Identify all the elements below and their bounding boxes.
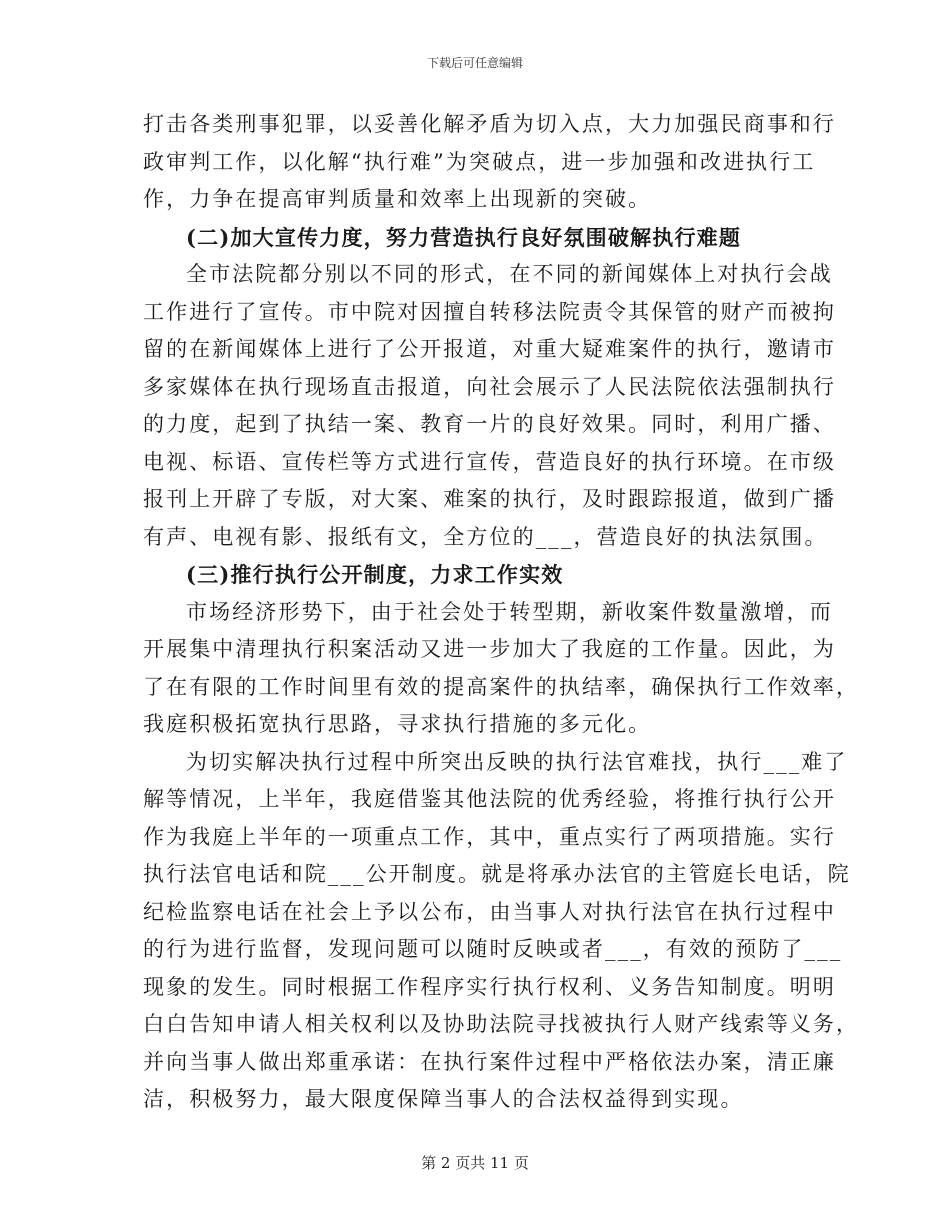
paragraph-line: 报刊上开辟了专版，对大案、难案的执行，及时跟踪报道，做到广播 [143,487,836,511]
paragraph-line: 政审判工作，以化解“执行难”为突破点，进一步加强和改进执行工 [143,149,816,174]
page-footer: 第 2 页共 11 页 [421,1154,529,1172]
paragraph-line: 洁，积极努力，最大限度保障当事人的合法权益得到实现。 [143,1087,744,1111]
paragraph-line: 我庭积极拓宽执行思路，寻求执行措施的多元化。 [143,712,652,736]
paragraph-line: 了在有限的工作时间里有效的提高案件的执结率，确保执行工作效率， [143,674,860,699]
paragraph-line: 现象的发生。同时根据工作程序实行执行权利、义务告知制度。明明 [143,974,836,999]
paragraph-line: 解等情况，上半年，我庭借鉴其他法院的优秀经验，将推行执行公开 [143,787,836,811]
paragraph-line: 市场经济形势下，由于社会处于转型期，新收案件数量激增，而 [186,599,833,624]
paragraph-line: 执行法官电话和院___公开制度。就是将承办法官的主管庭长电话，院 [143,862,851,886]
paragraph-line: 工作进行了宣传。市中院对因擅自转移法院责令其保管的财产而被拘 [143,299,836,324]
paragraph-line: 留的在新闻媒体上进行了公开报道，对重大疑难案件的执行，邀请市 [143,337,836,361]
paragraph-line: 的力度，起到了执结一案、教育一片的良好效果。同时，利用广播、 [143,412,836,436]
paragraph-line: 作为我庭上半年的一项重点工作，其中，重点实行了两项措施。实行 [143,824,836,849]
paragraph-line: 有声、电视有影、报纸有文，全方位的___，营造良好的执法氛围。 [143,524,828,549]
paragraph-line: 作，力争在提高审判质量和效率上出现新的突破。 [143,187,652,211]
paragraph-line: 为切实解决执行过程中所突出反映的执行法官难找，执行___难了 [186,749,848,774]
section-heading: (三)推行执行公开制度，力求工作实效 [186,562,564,587]
paragraph-line: 白白告知申请人相关权利以及协助法院寻找被执行人财产线索等义务， [143,1012,860,1036]
page-header: 下载后可任意编辑 [426,56,523,70]
paragraph-line: 全市法院都分别以不同的形式，在不同的新闻媒体上对执行会战 [186,262,833,286]
paragraph-line: 并向当事人做出郑重承诺：在执行案件过程中严格依法办案，清正廉 [143,1049,836,1074]
paragraph-line: 的行为进行监督，发现问题可以随时反映或者___，有效的预防了___ [143,937,843,961]
paragraph-line: 电视、标语、宣传栏等方式进行宣传，营造良好的执行环境。在市级 [143,449,836,474]
paragraph-line: 打击各类刑事犯罪，以妥善化解矛盾为切入点，大力加强民商事和行 [143,112,836,136]
document-body [143,106,860,1119]
section-heading: (二)加大宣传力度，努力营造执行良好氛围破解执行难题 [186,224,742,250]
paragraph-line: 纪检监察电话在社会上予以公布，由当事人对执行法官在执行过程中 [143,899,836,924]
paragraph-line: 开展集中清理执行积案活动又进一步加大了我庭的工作量。因此，为 [143,637,836,661]
paragraph-line: 多家媒体在执行现场直击报道，向社会展示了人民法院依法强制执行 [143,374,836,399]
